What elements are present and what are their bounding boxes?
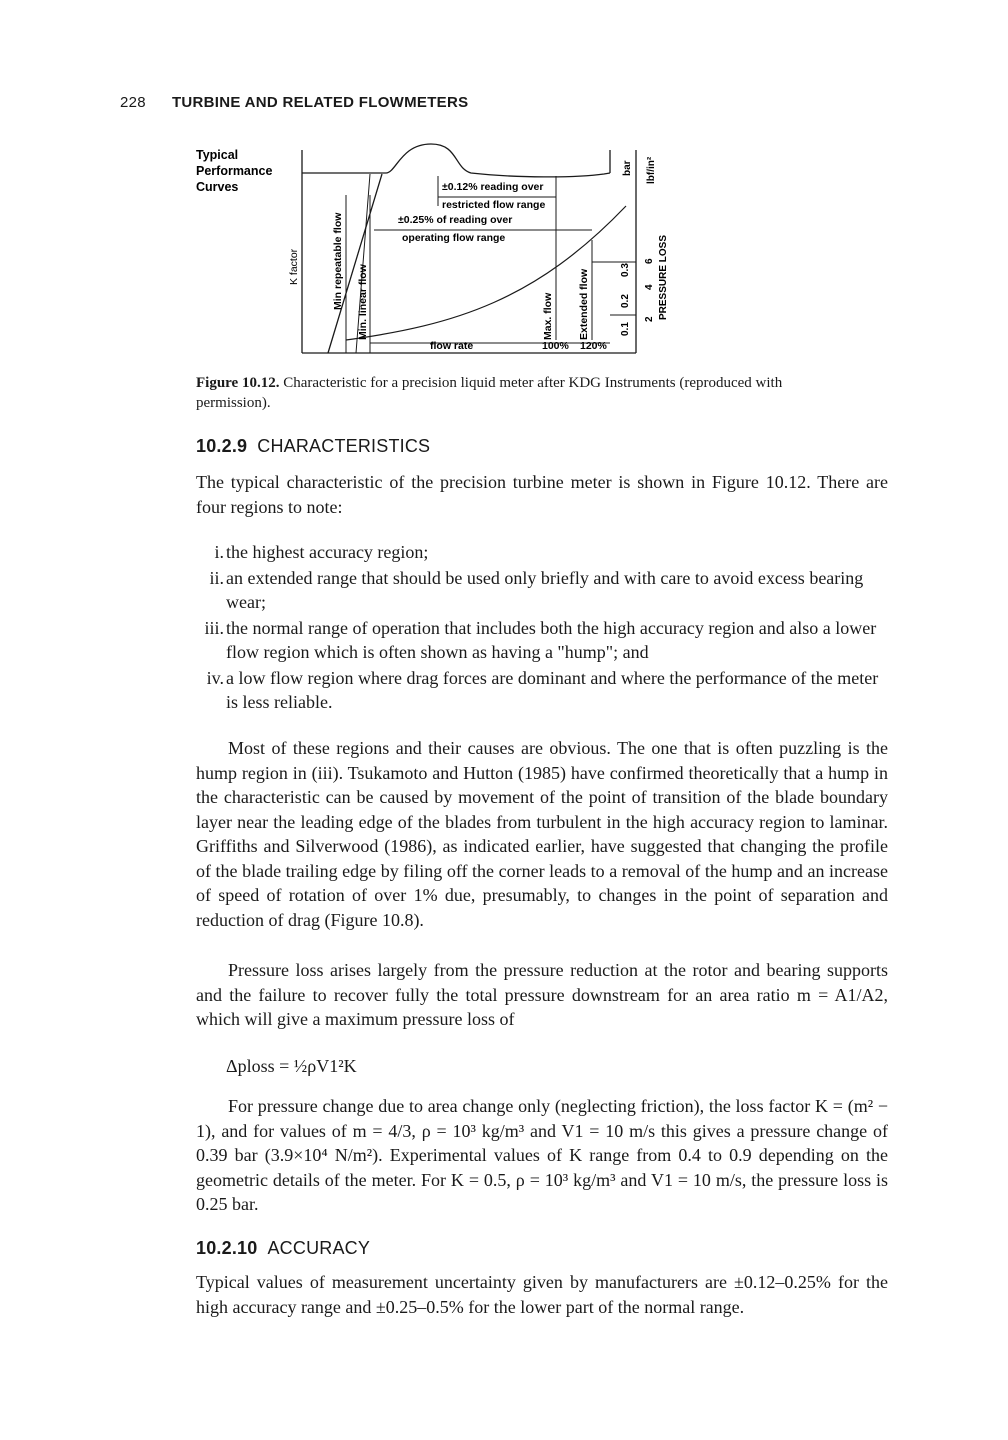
section-heading-accuracy <box>196 1238 370 1259</box>
restricted-label-1: ±0.12% reading over <box>442 181 544 193</box>
min-linear-flow-label: Min. linear flow <box>357 264 369 340</box>
body-paragraph-2: Pressure loss arises largely from the pressure reduction at the rotor and bearing supports and the failure to recover fully the total pressure downstream for an area ratio m = A1/A2, which will give a maximum pressure loss of <box>196 960 888 1029</box>
flow-rate-label: flow rate <box>430 340 474 352</box>
restricted-label-2: restricted flow range <box>442 199 546 211</box>
bar-tick-0-2: 0.2 <box>620 294 631 308</box>
operating-label-2: operating flow range <box>402 232 506 244</box>
section-heading-characteristics <box>196 436 430 457</box>
bar-unit-label: bar <box>622 160 633 176</box>
psi-tick-2: 2 <box>644 316 655 322</box>
list-marker: iii. <box>204 617 224 638</box>
regions-list <box>196 540 888 716</box>
bar-tick-0-1: 0.1 <box>620 322 631 336</box>
section-number: 10.2.9 <box>196 436 248 456</box>
list-item-text: an extended range that should be used only briefly and with care to avoid excess bearing wear; <box>226 567 864 612</box>
list-marker: iv. <box>206 667 224 688</box>
fig-label-curves: Curves <box>196 180 239 194</box>
figure-caption <box>196 373 836 413</box>
list-item <box>196 540 888 565</box>
list-item-text: a low flow region where drag forces are dominant and where the performance of the meter is less reliable. <box>226 667 879 712</box>
intro-paragraph: The typical characteristic of the precision turbine meter is shown in Figure 10.12. There are four regions to note: <box>196 472 888 517</box>
body-paragraph-1: Most of these regions and their causes are obvious. The one that is often puzzling is the hump region in (iii). Tsukamoto and Hutton (1985) have confirmed theoretically that a hump in the characteristic can be caused by movement of the point of transition of the blade boundary layer near the leading edge of the blades from turbulent in the high accuracy region to laminar. Griffiths and Silverwood (1986), as indicated earlier, have suggested that changing the profile of the blade trailing edge by filing off the corner leads to a removal of the hump and an increase of speed of rotation of over 1% due, presumably, to changes in the point of separation and reduction of drag (Figure 10.8). <box>196 738 888 930</box>
psi-tick-4: 4 <box>644 284 655 290</box>
accuracy-paragraph: Typical values of measurement uncertainty given by manufacturers are ±0.12–0.25% for the high accuracy range and ±0.25–0.5% for the lower part of the normal range. <box>196 1272 888 1317</box>
pressure-loss-equation: Δploss = ½ρV1²K <box>226 1056 357 1076</box>
running-head-title: TURBINE AND RELATED FLOWMETERS <box>171 94 469 111</box>
list-item <box>196 616 888 665</box>
figure-10-12 <box>196 140 696 360</box>
bar-tick-0-3: 0.3 <box>620 263 631 277</box>
lbf-unit-label: lbf/in² <box>646 156 657 184</box>
pct-120-label: 120% <box>580 340 607 352</box>
section-title: CHARACTERISTICS <box>257 436 431 456</box>
pressure-loss-label: PRESSURE LOSS <box>658 234 669 320</box>
list-item-text: the highest accuracy region; <box>226 542 429 562</box>
list-marker: ii. <box>209 567 224 588</box>
k-factor-curve <box>302 144 610 177</box>
page-number: 228 <box>120 94 146 111</box>
section-title: ACCURACY <box>267 1238 371 1258</box>
fig-label-performance: Performance <box>196 164 273 178</box>
max-flow-label: Max. flow <box>542 292 554 340</box>
k-factor-label: K factor <box>288 248 300 285</box>
running-head <box>120 94 468 111</box>
section-number: 10.2.10 <box>196 1238 258 1258</box>
pct-100-label: 100% <box>542 340 569 352</box>
min-repeatable-flow-label: Min repeatable flow <box>332 212 344 310</box>
list-item <box>196 566 888 615</box>
operating-label-1: ±0.25% of reading over <box>398 214 513 226</box>
performance-curves-diagram <box>196 140 696 360</box>
body-paragraph-3: For pressure change due to area change only (neglecting friction), the loss factor K = (m² − 1), and for values of m = 4/3, ρ = 10³ kg/m³ and V1 = 10 m/s this gives a pressure change of 0.39 bar (3.9×10⁴ N/m²). Experimental values of K range from 0.4 to 0.9 depending on the geometric details of the meter. For K = 0.5, ρ = 10³ kg/m³ and V1 = 10 m/s, the pressure loss is 0.25 bar. <box>196 1096 888 1214</box>
list-item <box>196 666 888 715</box>
list-marker: i. <box>214 542 224 562</box>
caption-label: Figure 10.12. <box>196 375 280 391</box>
fig-label-typical: Typical <box>196 148 239 162</box>
psi-tick-6: 6 <box>644 258 655 264</box>
extended-flow-label: Extended flow <box>578 268 590 340</box>
list-item-text: the normal range of operation that includes both the high accuracy region and also a lower flow region which is often shown as having a "hump"; and <box>226 617 877 662</box>
caption-text: Characteristic for a precision liquid meter after KDG Instruments (reproduced with permission). <box>196 375 783 411</box>
